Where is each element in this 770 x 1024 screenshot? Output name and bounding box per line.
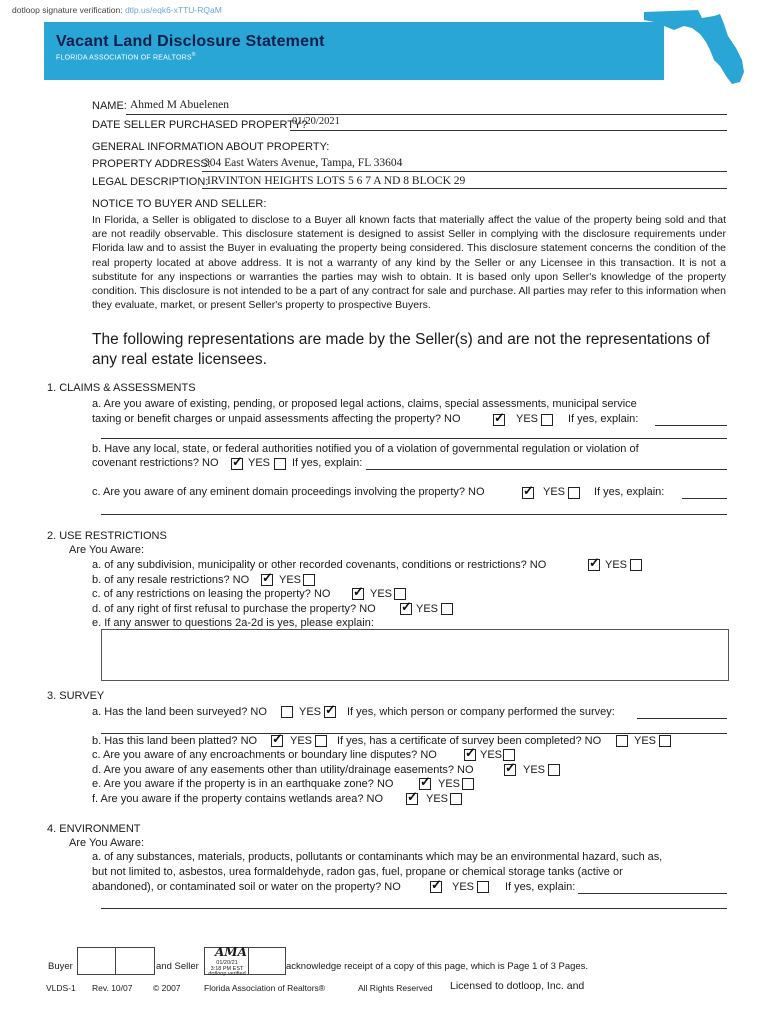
q4a-explain-line2[interactable]	[101, 908, 727, 909]
q4a-line1: a. of any substances, materials, products, pollutants or contaminants which may be an environmental hazard, such as,	[92, 851, 663, 863]
q1b-explain-label: If yes, explain:	[292, 457, 363, 469]
seller-initial-box-1[interactable]	[204, 947, 250, 975]
q3f-yes-label: YES	[426, 793, 449, 805]
q1c-no-checkbox[interactable]	[522, 487, 534, 499]
q1a-explain-line[interactable]	[655, 425, 727, 426]
licensed-to: Licensed to dotloop, Inc. and	[450, 980, 585, 992]
q2b-text: b. of any resale restrictions? NO	[92, 574, 250, 586]
seller-initial-box-2[interactable]	[248, 947, 286, 975]
buyer-initial-box-2[interactable]	[115, 947, 155, 975]
name-value[interactable]: Ahmed M Abuelenen	[130, 99, 230, 111]
address-value[interactable]: 304 East Waters Avenue, Tampa, FL 33604	[204, 157, 403, 169]
q3a-no-checkbox[interactable]	[281, 706, 293, 718]
rights-reserved: All Rights Reserved	[358, 983, 433, 993]
address-line	[202, 171, 727, 172]
notice-body: In Florida, a Seller is obligated to disclose to a Buyer all known facts that materially affect the value of the property being sold and that are not readily observable. This disclosure statement is designed to assist Seller in complying with the disclosure requirements under Florida law and to assist the Buyer in evaluating the property being considered. This disclosure statement concerns the condition of the real property located at above address. It is not a warranty of any kind by the Seller or any Licensee in this transaction. It is not a substitute for any inspections or warranties the parties may wish to obtain. It is based only upon Seller's knowledge of the property condition. This disclosure is not intended to be a part of any contract for sale and purchase. All parties may refer to this information when they evaluate, market, or present Seller's property to prospective Buyers.	[92, 214, 726, 312]
q3c-yes-label: YES	[480, 749, 503, 761]
and-seller-label: and Seller	[156, 961, 199, 972]
q3c-text: c. Are you aware of any encroachments or boundary line disputes? NO	[92, 749, 437, 761]
q2a-no-checkbox[interactable]	[588, 559, 600, 571]
section-survey-heading: 3. SURVEY	[47, 690, 105, 702]
q4a-explain-label: If yes, explain:	[505, 881, 576, 893]
q2b-yes-checkbox[interactable]	[303, 574, 315, 586]
seller-initials: AMA	[215, 945, 247, 959]
q3d-yes-checkbox[interactable]	[548, 764, 560, 776]
q2b-yes-label: YES	[279, 574, 302, 586]
q3b-cert-yes-checkbox[interactable]	[659, 735, 671, 747]
q2c-text: c. of any restrictions on leasing the property? NO	[92, 588, 331, 600]
verification-link[interactable]: dtlp.us/eqk6-xTTU-RQaM	[124, 5, 222, 15]
env-aware-label: Are You Aware:	[69, 837, 145, 849]
q3a-explain-label: If yes, which person or company performed the survey:	[347, 706, 615, 718]
q3a-text: a. Has the land been surveyed? NO	[92, 706, 267, 718]
q3b-yes-checkbox[interactable]	[315, 735, 327, 747]
form-number: VLDS-1	[46, 983, 76, 993]
q3d-text: d. Are you aware of any easements other than utility/drainage easements? NO	[92, 764, 474, 776]
q3e-text: e. Are you aware if the property is in an earthquake zone? NO	[92, 778, 394, 790]
q3b-cert-yes-label: YES	[634, 735, 657, 747]
q2e-explain-box[interactable]	[101, 629, 729, 681]
q2a-yes-checkbox[interactable]	[630, 559, 642, 571]
legal-value[interactable]: IRVINTON HEIGHTS LOTS 5 6 7 A ND 8 BLOCK 29	[207, 175, 466, 187]
date-label: DATE SELLER PURCHASED PROPERTY?	[92, 119, 308, 131]
q3a-yes-label: YES	[299, 706, 322, 718]
q4a-line3: abandoned), or contaminated soil or water on the property? NO	[92, 881, 401, 893]
header-bar	[44, 22, 664, 80]
q3a-yes-checkbox[interactable]	[324, 706, 336, 718]
q3f-yes-checkbox[interactable]	[450, 793, 462, 805]
representation-statement: The following representations are made by the Seller(s) and are not the representations of any real estate licensees.	[92, 331, 710, 368]
q1b-no-checkbox[interactable]	[231, 458, 243, 470]
sig-note: dotloop verified	[208, 971, 246, 977]
q2a-text: a. of any subdivision, municipality or other recorded covenants, conditions or restrictions? NO	[92, 559, 547, 571]
q1a-explain-label: If yes, explain:	[568, 413, 639, 425]
q2c-yes-label: YES	[370, 588, 393, 600]
form-title: Vacant Land Disclosure Statement	[56, 33, 325, 50]
q1a-line2: taxing or benefit charges or unpaid assessments affecting the property? NO	[92, 413, 461, 425]
buyer-initial-box-1[interactable]	[77, 947, 117, 975]
section-use-heading: 2. USE RESTRICTIONS	[47, 530, 167, 542]
q3b-text: b. Has this land been platted? NO	[92, 735, 258, 747]
q4a-yes-label: YES	[452, 881, 475, 893]
q3b-no-checkbox[interactable]	[271, 735, 283, 747]
q2d-no-checkbox[interactable]	[400, 603, 412, 615]
q1a-no-checkbox[interactable]	[493, 414, 505, 426]
q1c-text: c. Are you aware of any eminent domain proceedings involving the property? NO	[92, 486, 485, 498]
q4a-no-checkbox[interactable]	[430, 881, 442, 893]
q4a-line2: but not limited to, asbestos, urea formaldehyde, radon gas, fuel, propane or chemical storage tanks (active or	[92, 866, 623, 878]
use-aware-label: Are You Aware:	[69, 544, 145, 556]
q3b-cert-no-checkbox[interactable]	[616, 735, 628, 747]
q4a-yes-checkbox[interactable]	[477, 881, 489, 893]
q1c-explain-line2[interactable]	[101, 514, 727, 515]
q1c-yes-label: YES	[543, 486, 566, 498]
q1a-yes-label: YES	[516, 413, 539, 425]
revision: Rev. 10/07	[92, 983, 133, 993]
q1c-yes-checkbox[interactable]	[568, 487, 580, 499]
buyer-label: Buyer	[48, 961, 73, 972]
q1a-line1: a. Are you aware of existing, pending, or proposed legal actions, claims, special assessments, municipal service	[92, 398, 637, 410]
sig-time: 3:18 PM EST	[210, 965, 244, 972]
q3e-yes-checkbox[interactable]	[462, 778, 474, 790]
date-value[interactable]: 01/20/2021	[292, 116, 340, 127]
form-subtitle: FLORIDA ASSOCIATION OF REALTORS®	[56, 52, 196, 62]
q1b-yes-label: YES	[248, 457, 271, 469]
q2c-no-checkbox[interactable]	[352, 588, 364, 600]
florida-map-icon	[640, 6, 752, 86]
q1b-yes-checkbox[interactable]	[274, 458, 286, 470]
q2a-yes-label: YES	[605, 559, 628, 571]
copyright: © 2007	[153, 983, 181, 993]
q2d-text: d. of any right of first refusal to purchase the property? NO	[92, 603, 376, 615]
q1c-explain-line[interactable]	[682, 498, 727, 499]
q3f-no-checkbox[interactable]	[406, 793, 418, 805]
signature-verification	[12, 5, 222, 15]
q1b-line2: covenant restrictions? NO	[92, 457, 219, 469]
q3b-yes-label: YES	[290, 735, 313, 747]
q1b-line1: b. Have any local, state, or federal authorities notified you of a violation of governmental regulation or violation of	[92, 443, 639, 455]
association: Florida Association of Realtors®	[204, 983, 326, 993]
q3d-no-checkbox[interactable]	[504, 764, 516, 776]
q1a-explain-line2[interactable]	[101, 438, 727, 439]
q3f-text: f. Are you aware if the property contains wetlands area? NO	[92, 793, 384, 805]
q1a-yes-checkbox[interactable]	[541, 414, 553, 426]
q1c-explain-label: If yes, explain:	[594, 486, 665, 498]
name-line	[126, 114, 727, 115]
q3b-cert-text: If yes, has a certificate of survey been completed? NO	[337, 735, 602, 747]
legal-label: LEGAL DESCRIPTION:	[92, 176, 209, 188]
q1b-explain-line[interactable]	[366, 469, 727, 470]
q2b-no-checkbox[interactable]	[261, 574, 273, 586]
legal-line	[202, 188, 727, 189]
q2d-yes-label: YES	[416, 603, 439, 615]
notice-heading: NOTICE TO BUYER AND SELLER:	[92, 198, 267, 210]
q2e-text: e. If any answer to questions 2a-2d is yes, please explain:	[92, 617, 374, 629]
verification-label: dotloop signature verification:	[12, 5, 123, 15]
date-line	[290, 130, 727, 131]
name-label: NAME:	[92, 100, 127, 112]
address-label: PROPERTY ADDRESS:	[92, 158, 211, 170]
q4a-explain-line[interactable]	[578, 893, 727, 894]
sig-date: 01/20/21	[216, 960, 238, 966]
q3d-yes-label: YES	[523, 764, 546, 776]
section-environment-heading: 4. ENVIRONMENT	[47, 823, 141, 835]
q2d-yes-checkbox[interactable]	[441, 603, 453, 615]
general-info-label: GENERAL INFORMATION ABOUT PROPERTY:	[92, 141, 330, 153]
q3e-yes-label: YES	[438, 778, 461, 790]
ack-text: acknowledge receipt of a copy of this page, which is Page 1 of 3 Pages.	[286, 961, 589, 972]
q3a-explain-line[interactable]	[637, 718, 727, 719]
q3c-no-checkbox[interactable]	[464, 749, 476, 761]
signature-stamp	[205, 961, 249, 978]
q3a-explain-line2[interactable]	[101, 733, 727, 734]
section-claims-heading: 1. CLAIMS & ASSESSMENTS	[47, 382, 196, 394]
q3e-no-checkbox[interactable]	[419, 778, 431, 790]
